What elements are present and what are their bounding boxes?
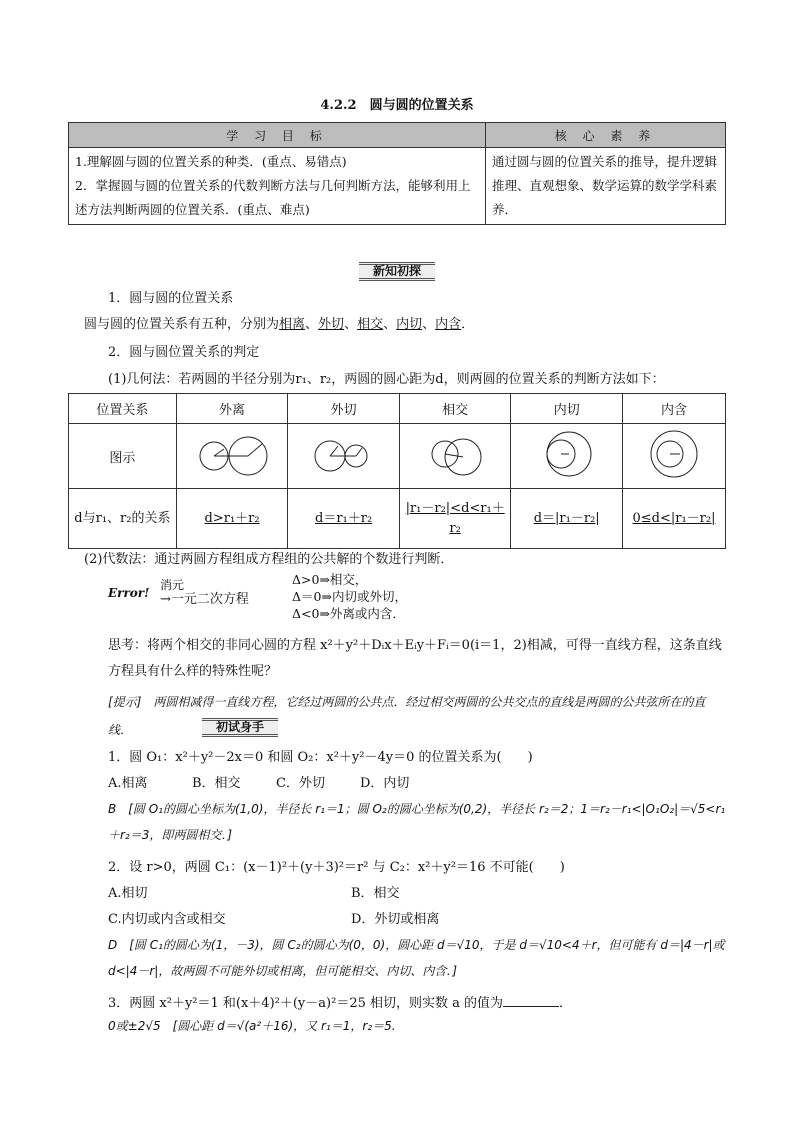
q1-stem: 1．圆 O₁：x²＋y²－2x＝0 和圆 O₂：x²＋y²－4y＝0 的位置关系为( ) bbox=[108, 750, 533, 765]
p2-geo: (1)几何法：若两圆的半径分别为r₁、r₂，两圆的圆心距为d，则两圆的位置关系的判断方法如下： bbox=[108, 372, 665, 387]
relation-table bbox=[68, 393, 726, 549]
rel-header: 位置关系 bbox=[69, 394, 177, 424]
alg-error: Error! bbox=[108, 586, 150, 600]
rel-header: 外切 bbox=[288, 394, 400, 424]
page-title: 4.2.2 圆与圆的位置关系 bbox=[320, 98, 474, 113]
q1-answer: B [圆 O₁的圆心坐标为(1,0)，半径长 r₁＝1；圆 O₂的圆心坐标为(0,2)，半径长 r₂＝2；1＝r₂－r₁<|O₁O₂|＝√5<r₁＋r₂＝3，即两圆相交．] bbox=[108, 802, 726, 842]
alg-equation: →一元二次方程 bbox=[160, 592, 249, 607]
goals-left-cell bbox=[69, 148, 486, 225]
alg-step: 消元 bbox=[160, 578, 185, 592]
rel-item: 相离 bbox=[279, 317, 306, 332]
q2-stem: 2．设 r>0，两圆 C₁：(x－1)²＋(y＋3)²＝r² 与 C₂：x²＋y²＝16 不可能( ) bbox=[108, 860, 565, 875]
q3-stem: 3．两圆 x²＋y²＝1 和(x＋4)²＋(y－a)²＝25 相切，则实数 a 的值为 ． bbox=[108, 996, 573, 1011]
p2-alg: (2)代数法：通过两圆方程组成方程组的公共解的个数进行判断． bbox=[84, 552, 454, 567]
cond-external-tangent: d＝r₁＋r₂ bbox=[288, 489, 400, 549]
p1-text: 圆与圆的位置关系有五种，分别为相离、外切、相交、内切、内含． bbox=[84, 317, 475, 332]
rel-item: 相交 bbox=[357, 317, 384, 332]
p1-title: 1．圆与圆的位置关系 bbox=[108, 291, 234, 306]
cond-contain: 0≤d<|r₁－r₂| bbox=[623, 489, 726, 549]
hint-text: [提示] 两圆相减得一直线方程，它经过两圆的公共点．经过相交两圆的公共交点的直线是两圆的公共弦所在的直线． bbox=[108, 695, 706, 737]
goal-2: 2．掌握圆与圆的位置关系的代数判断方法与几何判断方法，能够利用上述方法判断两圆的位置关系．(重点、难点) bbox=[75, 178, 471, 217]
rel-item: 外切 bbox=[318, 317, 345, 332]
rel-header: 外离 bbox=[176, 394, 288, 424]
diagram-internal-tangent bbox=[511, 424, 623, 489]
rel-header: 相交 bbox=[399, 394, 511, 424]
q1-options: A.相离 B．相交 C．外切 D．内切 bbox=[108, 776, 410, 791]
p2-title: 2．圆与圆位置关系的判定 bbox=[108, 345, 260, 360]
q2-options-2: C.内切或内含或相交 D．外切或相离 bbox=[108, 912, 440, 927]
goals-header-right: 核 心 素 养 bbox=[486, 123, 726, 148]
cond-internal-tangent: d＝|r₁－r₂| bbox=[511, 489, 623, 549]
diagram-external-tangent bbox=[288, 424, 400, 489]
q2-options-1: A.相切 B．相交 bbox=[108, 886, 400, 901]
cond-separate: d>r₁＋r₂ bbox=[176, 489, 288, 549]
answer-blank bbox=[503, 994, 559, 1007]
think-text: 思考：将两个相交的非同心圆的方程 x²＋y²＋Dᵢx＋Eᵢy＋Fᵢ＝0(i＝1，2)相减，可得一直线方程，这条直线方程具有什么样的特殊性呢？ bbox=[108, 638, 722, 679]
section-tag-try: 初试身手 bbox=[0, 718, 480, 737]
q3-answer: 0或±2√5 [圆心距 d＝√(a²＋16)，又 r₁＝1，r₂＝5. bbox=[108, 1019, 396, 1033]
diagram-intersect bbox=[399, 424, 511, 489]
rel-item: 内切 bbox=[396, 317, 423, 332]
goals-table bbox=[68, 122, 726, 225]
goal-1: 1.理解圆与圆的位置关系的种类．(重点、易错点) bbox=[75, 154, 347, 169]
rel-header: 内含 bbox=[623, 394, 726, 424]
alg-cases: Δ>0⇒相交， Δ＝0⇒内切或外切， Δ<0⇒外离或内含． bbox=[292, 572, 407, 621]
pic-label: 图示 bbox=[69, 424, 177, 489]
rel-item: 内含 bbox=[435, 317, 462, 332]
cond-intersect: |r₁－r₂|<d<r₁＋r₂ bbox=[399, 489, 511, 549]
q2-answer: D [圆 C₁的圆心为(1，－3)，圆 C₂的圆心为(0，0)，圆心距 d＝√10，于是 d＝√10<4＋r，但可能有 d＝|4－r|或 d<|4－r|，故两圆不可能外切或相离，但可能相交、内切、内含．] bbox=[108, 938, 725, 978]
goals-header-left: 学 习 目 标 bbox=[69, 123, 486, 148]
goals-right-cell: 通过圆与圆的位置关系的推导，提升逻辑推理、直观想象、数学运算的数学学科素养． bbox=[486, 148, 726, 225]
diagram-separate bbox=[176, 424, 288, 489]
cond-label: d与r₁、r₂的关系 bbox=[69, 489, 177, 549]
diagram-contain bbox=[623, 424, 726, 489]
rel-header: 内切 bbox=[511, 394, 623, 424]
section-tag-new: 新知初探 bbox=[0, 262, 794, 281]
